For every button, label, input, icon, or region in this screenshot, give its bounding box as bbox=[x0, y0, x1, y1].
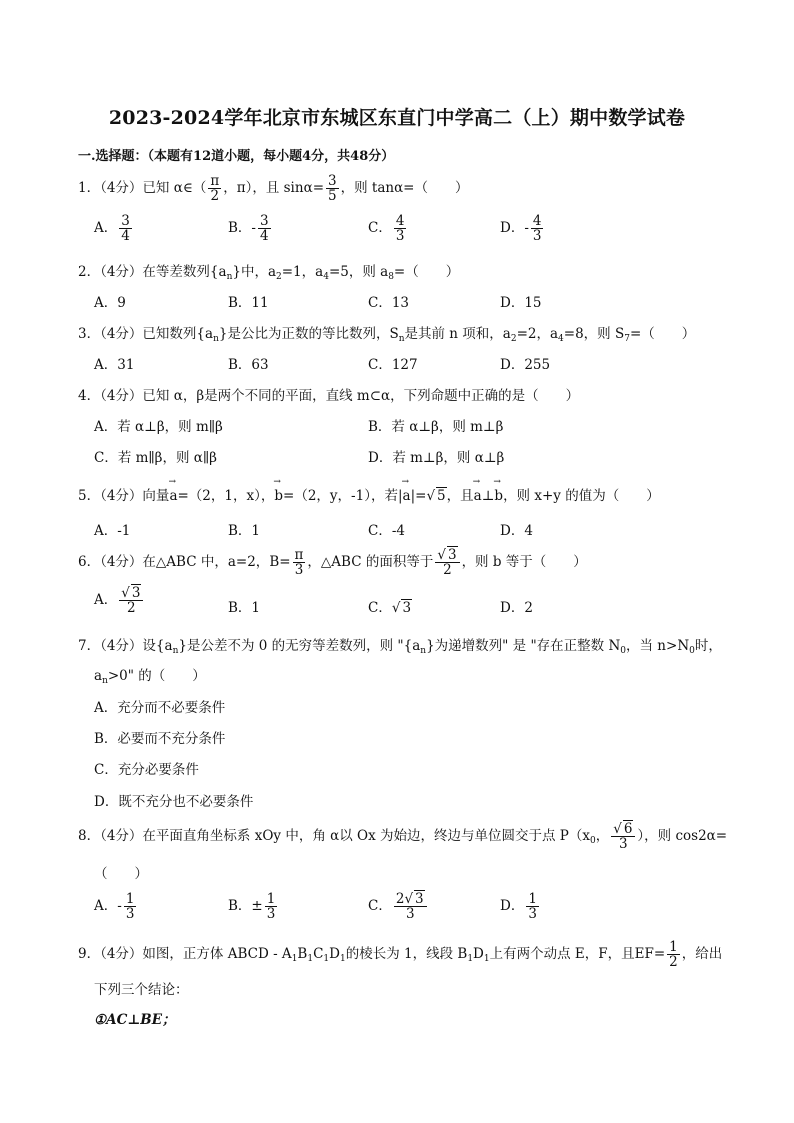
q5-option-c[interactable]: C．-4 bbox=[368, 523, 405, 539]
question-6: 6．（4分）在△ABC 中，a=2，B= $\frac{\pi}{3}$ ，△ABC 的面积等于 $\frac{√ 3}{2}$ ，则 b 等于（ ） bbox=[78, 547, 587, 579]
q4-option-b[interactable]: B．若 α⊥β，则 m⊥β bbox=[368, 419, 504, 435]
q1-option-b[interactable]: B．- $\frac{3}{4}$ bbox=[228, 213, 269, 245]
q3-option-b[interactable]: B．63 bbox=[228, 357, 269, 373]
q5-option-a[interactable]: A．-1 bbox=[94, 523, 131, 539]
q3-option-c[interactable]: C．127 bbox=[368, 357, 418, 373]
q3-option-d[interactable]: D．255 bbox=[500, 357, 551, 373]
q4-option-c[interactable]: C．若 m∥β，则 α∥β bbox=[94, 450, 217, 466]
q2-option-c[interactable]: C．13 bbox=[368, 295, 410, 311]
q6-option-b[interactable]: B．1 bbox=[228, 600, 261, 616]
exam-title: 2023-2024学年北京市东城区东直门中学高二（上）期中数学试卷 bbox=[108, 107, 686, 129]
question-7: 7．（4分）设$\{a_n\}$是公差不为 0 的无穷等差数列，则 "$\{a_n\}$为递增数列" 是 "存在正整数 $N_0$，当 $n>N_0$时， bbox=[78, 638, 722, 656]
question-1: 1．（4分）已知 α∈（ $\frac{\pi}{2}$ ，π），且 sinα= $\frac{3}{5}$ ，则 tanα=（ ） bbox=[78, 173, 469, 205]
q7-option-d[interactable]: D．既不充分也不必要条件 bbox=[94, 794, 254, 810]
section-heading: 一.选择题：（本题有12道小题，每小题4分，共48分） bbox=[78, 149, 395, 164]
q1-option-a[interactable]: A． $\frac{3}{4}$ bbox=[94, 213, 130, 245]
q2-option-a[interactable]: A．9 bbox=[94, 295, 126, 311]
question-8: 8．（4分）在平面直角坐标系 xOy 中，角 α以 Ox 为始边，终边与单位圆交于点 $P(x_0$， $\frac{√ 6}{3}$ ），则 cos2α= bbox=[78, 821, 728, 853]
q2-option-d[interactable]: D．15 bbox=[500, 295, 542, 311]
q1-option-c[interactable]: C． $\frac{4}{3}$ bbox=[368, 213, 405, 245]
q2-option-b[interactable]: B．11 bbox=[228, 295, 269, 311]
q4-option-a[interactable]: A．若 α⊥β，则 m∥β bbox=[94, 419, 223, 435]
question-9: 9．（4分）如图，正方体 ABCD - $A_1B_1C_1D_1$的棱长为 1，线段 $B_1D_1$上有两个动点 E，F，且EF= $\frac{1}{2}$ ，给出 bbox=[78, 939, 723, 971]
q8-option-d[interactable]: D． $\frac{1}{3}$ bbox=[500, 891, 537, 923]
q5-option-d[interactable]: D．4 bbox=[500, 523, 533, 539]
q8-option-a[interactable]: A．- $\frac{1}{3}$ bbox=[94, 891, 135, 923]
question-9-conclusion-1: ①AC⊥BE； bbox=[94, 1012, 176, 1028]
question-9-line-2: 下列三个结论： bbox=[94, 982, 189, 998]
q1-option-d[interactable]: D．- $\frac{4}{3}$ bbox=[500, 213, 542, 245]
q4-option-d[interactable]: D．若 m⊥β，则 α⊥β bbox=[368, 450, 505, 466]
q7-option-b[interactable]: B．必要而不充分条件 bbox=[94, 731, 226, 747]
q6-option-d[interactable]: D．2 bbox=[500, 600, 533, 616]
question-8-paren: （ ） bbox=[94, 866, 148, 882]
q6-option-c[interactable]: C．√ 3 bbox=[368, 600, 412, 616]
question-7-line-2: $a_n>0$" 的（ ） bbox=[94, 668, 206, 686]
q5-option-b[interactable]: B．1 bbox=[228, 523, 261, 539]
q8-option-b[interactable]: B．± $\frac{1}{3}$ bbox=[228, 891, 276, 923]
q7-option-a[interactable]: A．充分而不必要条件 bbox=[94, 700, 226, 716]
q3-option-a[interactable]: A．31 bbox=[94, 357, 135, 373]
question-5: 5．（4分）向量→ a=（2，1，x），→ b=（2，y，-1），若|→ a|=√ 5，且→ a⊥→ b，则 x+y 的值为（ ） bbox=[78, 484, 660, 504]
q6-option-a[interactable]: A． $\frac{√ 3}{2}$ bbox=[94, 586, 145, 615]
question-3: 3．（4分）已知数列$\{a_n\}$是公比为正数的等比数列，$S_n$是其前 n 项和，$a_2=2$，$a_4=8$，则 $S_7=$（ ） bbox=[78, 326, 696, 344]
q7-option-c[interactable]: C．充分必要条件 bbox=[94, 762, 199, 778]
q8-option-c[interactable]: C． $\frac{2√ 3}{3}$ bbox=[368, 892, 429, 921]
question-2: 2．（4分）在等差数列$\{a_n\}$中，$a_2=1$，$a_4=5$，则 $a_8=$（ ） bbox=[78, 264, 460, 282]
question-4: 4．（4分）已知 α，β是两个不同的平面，直线 m⊂α，下列命题中正确的是（ ） bbox=[78, 388, 580, 404]
